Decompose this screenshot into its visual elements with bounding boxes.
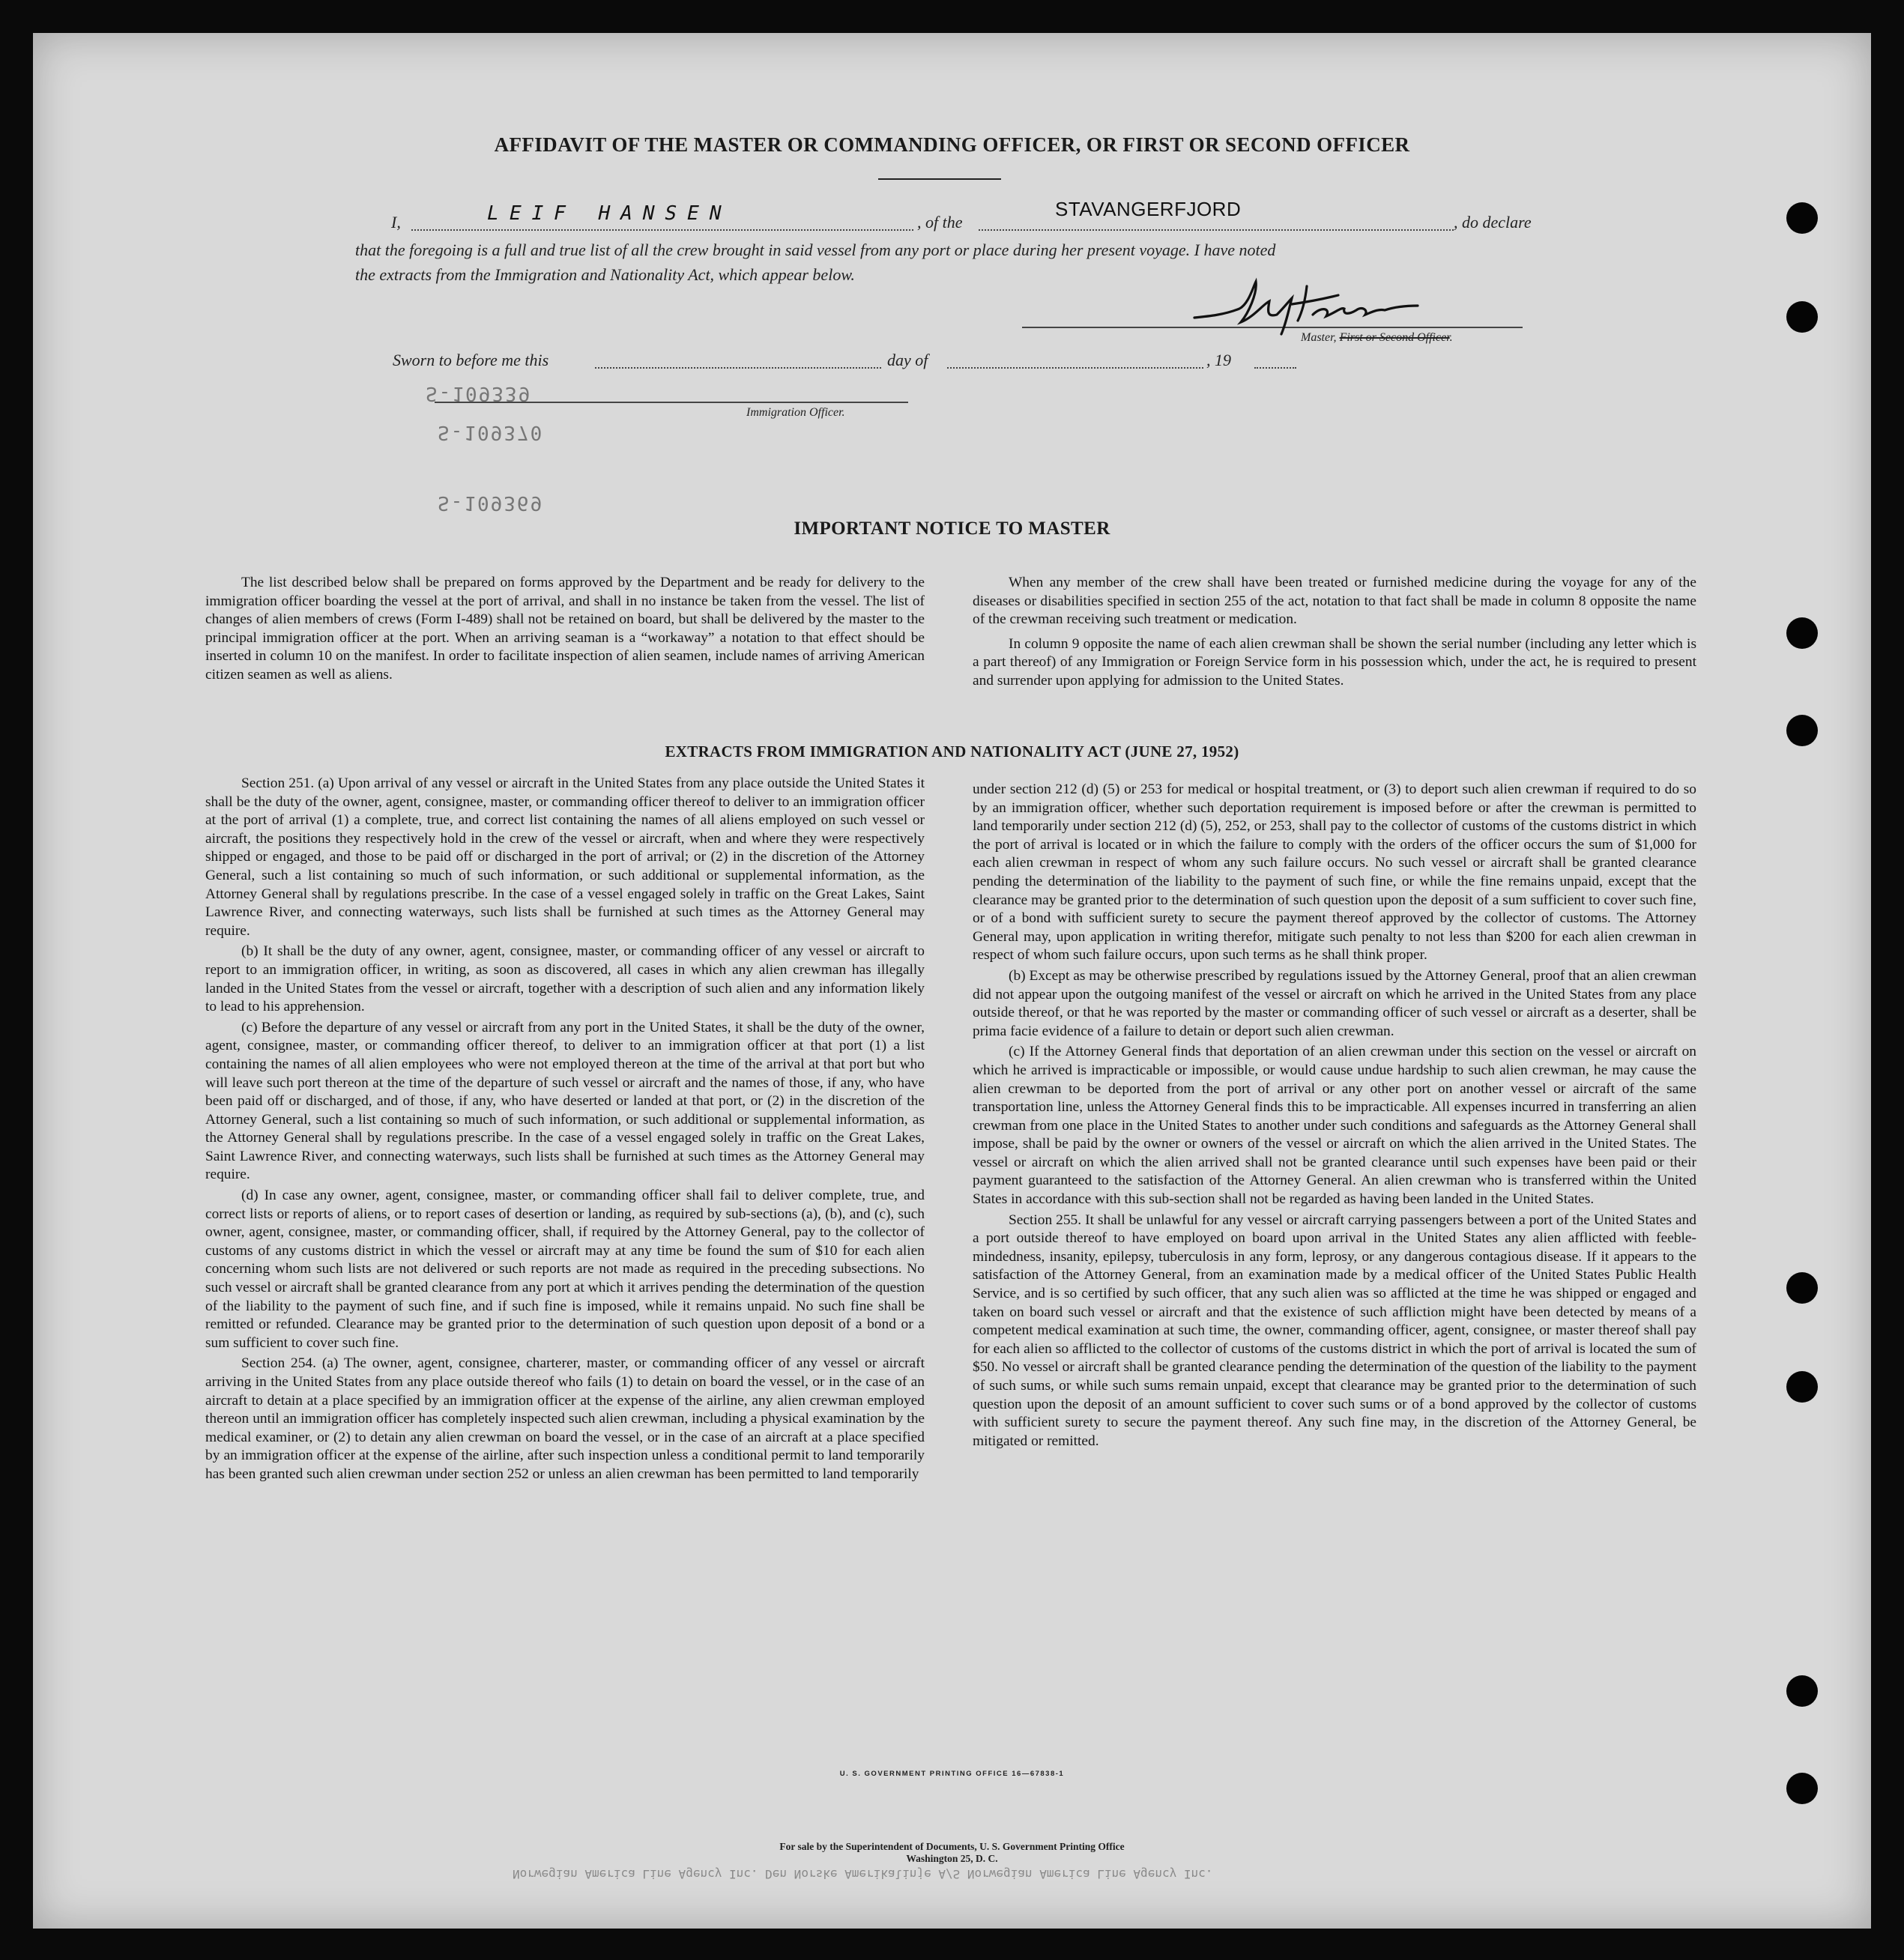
do-declare-label: , do declare (1454, 213, 1532, 232)
i-label: I, (391, 213, 401, 232)
section-paragraph: Section 254. (a) The owner, agent, consignee, charterer, master, or commanding officer of any vessel or aircraft arriving in the United States from any place outside thereof who fails (1) to detain on board the vessel, or in the case of an aircraft to detain at a place specified by an immigration officer at the expense of the airline, any alien crewman employed thereon until an immigration officer has completely inspected such alien crewman, including a physical examination by the medical examiner, or (2) to detain any alien crewman on board the vessel, or in the case of an aircraft at a place specified by an immigration officer at the expense of the airline, after such inspection unless a conditional permit to land temporarily has been granted such alien crewman under section 252 or unless an alien crewman has been permitted to land temporarily (205, 1355, 925, 1482)
immigration-officer-signature-line (435, 402, 908, 403)
extracts-left-column (205, 775, 925, 1486)
address-line: Washington 25, D. C. (906, 1853, 998, 1864)
notice-left-column (205, 574, 925, 687)
section-paragraph: Section 255. It shall be unlawful for any vessel or aircraft carrying passengers between a port of the United States and a port outside thereof to have employed on board upon arrival in the United States any alien afflicted with feeble-mindedness, insanity, epilepsy, tuberculosis in any form, leprosy, or any dangerous contagious disease. If it appears to the satisfaction of the Attorney General, from an examination made by a medical officer of the United States Public Health Service, and is so certified by such officer, that any such alien was so afflicted at the time he was shipped or engaged and taken on board such vessel or aircraft and that the existence of such affliction might have been detected by means of a competent medical examination at such time, the owner, commanding officer, agent, consignee, or master thereof shall pay for each alien so afflicted to the collector of customs of the customs district in which the port of arrival is located the sum of $50. No vessel or aircraft shall be granted clearance pending the determination of the question of the liability to the payment of such sums, or while such sums remain unpaid, except that clearance may be granted prior to the determination of such question upon the deposit of an amount sufficient to cover such sums or of a bond approved by the collector of customs with sufficient surety to secure the payment thereof. Any such fine may, in the discretion of the Attorney General, be mitigated or remitted. (973, 1212, 1696, 1449)
punch-hole (1786, 1675, 1818, 1707)
punch-hole (1786, 1272, 1818, 1304)
bleed-through-serial: S-109339 (426, 382, 532, 405)
punch-hole (1786, 1371, 1818, 1403)
section-paragraph: (b) Except as may be otherwise prescribed by regulations issued by the Attorney General, proof that an alien crewman did not appear upon the outgoing manifest of the vessel or aircraft on which he arrived in the United States from any place outside thereof, or that he was reported by the master or commanding officer of such vessel or aircraft as a deserter, shall be prima facie evidence of a failure to detain or deport such alien crewman. (973, 967, 1696, 1039)
immigration-officer-label: Immigration Officer. (746, 406, 845, 419)
notice-paragraph: In column 9 opposite the name of each alien crewman shall be shown the serial number (including any letter which is a part thereof) of any Immigration or Foreign Service form in his possession which, under the act, he is required to present and surrender upon applying for admission to the United States. (973, 635, 1696, 689)
vessel-name-field: STAVANGERFJORD (1055, 198, 1242, 220)
section-paragraph: (b) It shall be the duty of any owner, agent, consignee, master, or commanding officer of any vessel or aircraft to report to an immigration officer, in writing, as soon as discovered, all cases in which any alien crewman has illegally landed in the United States from the vessel or aircraft, together with a description of such alien and any information likely to lead to his apprehension. (205, 943, 925, 1015)
document-title: AFFIDAVIT OF THE MASTER OR COMMANDING OFFICER, OR FIRST OR SECOND OFFICER (494, 133, 1410, 156)
master-title-label (1301, 331, 1453, 345)
section-paragraph: (c) If the Attorney General finds that deportation of an alien crewman under this section on the vessel or aircraft on which he arrived is impracticable or impossible, or would cause undue hardship to such alien crewman, he may cause the alien crewman to be deported from the port of arrival or any other port on another vessel or aircraft of the same transportation line, unless the Attorney General finds this to be impracticable. All expenses incurred in transferring an alien crewman from one place in the United States to another under such conditions and safeguards as the Attorney General shall impose, shall be paid by the owner or owners of the vessel or aircraft on which the alien arrived in the United States. The vessel or aircraft on which the alien arrived shall not be granted clearance until such expenses have been paid or their payment guaranteed to the satisfaction of the Attorney General. An alien crewman who is transferred within the United States in accordance with this sub-section shall not be regarded as having been landed in the United States. (973, 1044, 1696, 1208)
declaration-text: the extracts from the Immigration and Nationality Act, which appear below. (355, 265, 855, 284)
day-of-label: day of (887, 351, 928, 369)
year-label: , 19 (1206, 351, 1231, 369)
notice-paragraph: The list described below shall be prepared on forms approved by the Department and be ready for delivery to the immigration officer boarding the vessel at the port of arrival, and shall in no instance be taken from the vessel. The list of changes of alien members of crews (Form I-489) shall not be retained on board, but shall be delivered by the master to the principal immigration officer at the port. When an arriving seaman is a “workaway” a notation to that effect should be inserted in column 10 on the manifest. In order to facilitate inspection of alien seamen, include names of arriving American citizen seamen as well as aliens. (205, 575, 925, 683)
punch-hole (1786, 202, 1818, 234)
master-signature (1179, 271, 1434, 339)
master-name-field-rule (411, 229, 913, 231)
notice-title: IMPORTANT NOTICE TO MASTER (794, 518, 1110, 539)
section-paragraph: Section 251. (a) Upon arrival of any vessel or aircraft in the United States from any place outside the United States it shall be the duty of the owner, agent, consignee, master, or commanding officer thereof to deliver to an immigration officer at the port of arrival (1) a complete, true, and correct list containing the names of all aliens employed on such vessel or aircraft, the positions they respectively hold in the crew of the vessel or aircraft, when and where they were respectively shipped or engaged, and those to be paid off or discharged in the port of arrival; or (2) in the discretion of the Attorney General, such a list containing so much of such information, or such additional or supplemental information, as the Attorney General shall by regulations prescribe. In the case of a vessel engaged solely in traffic on the Great Lakes, Saint Lawrence River, and connecting waterways, such lists shall be furnished at such times as the Attorney General may require. (205, 775, 925, 939)
title-rule (878, 178, 1001, 180)
punch-hole (1786, 715, 1818, 746)
struck-officer-label: First or Second Officer (1339, 331, 1450, 344)
declaration-text: that the foregoing is a full and true list of all the crew brought in said vessel from any port or place during her present voyage. I have noted (355, 241, 1276, 259)
bleed-through-footer: Norwegian America Line Agency Inc. Den Norske Amerikalinje A/S Norwegian America Line Agency Inc. (513, 1867, 1213, 1881)
bleed-through-serial: S-109369 (438, 491, 544, 514)
sworn-month-field (947, 367, 1203, 369)
extracts-title: EXTRACTS FROM IMMIGRATION AND NATIONALITY ACT (JUNE 27, 1952) (665, 742, 1239, 760)
sworn-label: Sworn to before me this (393, 351, 549, 369)
notice-paragraph: When any member of the crew shall have been treated or furnished medicine during the voyage for any of the diseases or disabilities specified in section 255 of the act, notation to that fact shall be made in column 8 opposite the name of the crewman receiving such treatment or medication. (973, 575, 1696, 628)
printing-office-imprint: U. S. GOVERNMENT PRINTING OFFICE 16—67838-1 (839, 1770, 1065, 1778)
section-paragraph: (d) In case any owner, agent, consignee, master, or commanding officer shall fail to deliver complete, true, and correct lists or reports of aliens, or to report cases of desertion or landing, as required by sub-sections (a), (b), and (c), such owner, agent, consignee, master, or commanding officer, shall, if required by the Attorney General, pay to the collector of customs of any customs district in which the vessel or aircraft may at any time be found the sum of $10 for each alien concerning whom such lists are not delivered or such reports are not made as required in the preceding subsections. No such vessel or aircraft shall be granted clearance from any port at which it arrives pending the determination of the question of the liability to the payment of such fine, and if such fine is imposed, while it remains unpaid. No such fine shall be remitted or refunded. Clearance may be granted prior to the determination of such question upon deposit of a bond or a sum sufficient to cover such fine. (205, 1188, 925, 1351)
sworn-day-field (595, 367, 881, 369)
extracts-right-column (973, 781, 1696, 1453)
master-label-prefix: Master, (1301, 331, 1337, 344)
for-sale-notice: For sale by the Superintendent of Documents, U. S. Government Printing Office (779, 1841, 1125, 1852)
bleed-through-serial: S-109370 (438, 421, 544, 444)
punch-hole (1786, 617, 1818, 649)
section-paragraph: (c) Before the departure of any vessel or aircraft from any port in the United States, it shall be the duty of the owner, agent, consignee, master, or commanding officer thereof, to deliver to an immigration officer at that port (1) a list containing the names of all alien employees who were not employed thereon at the time of the arrival at that port but who will leave such port thereon at the time of the departure of such vessel or aircraft and the names of those, if any, who have been paid off or discharged, and of those, if any, who have deserted or landed at that port, or (2) in the discretion of the Attorney General, such a list containing so much of such information, or such additional or supplemental information, as the Attorney General shall by regulations prescribe. In the case of a vessel engaged solely in traffic on the Great Lakes, Saint Lawrence River, and connecting waterways, such lists shall be furnished at such times as the Attorney General may require. (205, 1019, 925, 1183)
punch-hole (1786, 301, 1818, 333)
section-paragraph: under section 212 (d) (5) or 253 for medical or hospital treatment, or (3) to deport such alien crewman if required to do so by an immigration officer, whether such deportation requirement is imposed before or after the crewman is permitted to land temporarily under section 212 (d) (5), 252, or 253, shall pay to the collector of customs of the customs district in which the port of arrival is located or in which the failure to comply with the orders of the officer occurs the sum of $1,000 for each alien crewman in respect of whom any such failure occurs. No such vessel or aircraft shall be granted clearance pending the determination of the liability to the payment of such fine, or while the fine remains unpaid, except that the clearance may be granted prior to the determination of such question upon the deposit of a sum sufficient to cover such fine, or of a bond with sufficient surety to secure the payment thereof approved by the collector of customs. The Attorney General may, upon application in writing therefor, mitigate such penalty to not less than $200 for each alien crewman in respect of whom such failure occurs, upon such terms as he shall think proper. (973, 781, 1696, 964)
master-name-field: LEIF HANSEN (484, 202, 734, 225)
period: . (1449, 331, 1453, 344)
of-the-label: , of the (917, 213, 963, 232)
vessel-name-field-rule (979, 229, 1454, 231)
sworn-year-field (1254, 367, 1296, 369)
notice-right-column (973, 574, 1696, 693)
document-page (33, 33, 1871, 1929)
